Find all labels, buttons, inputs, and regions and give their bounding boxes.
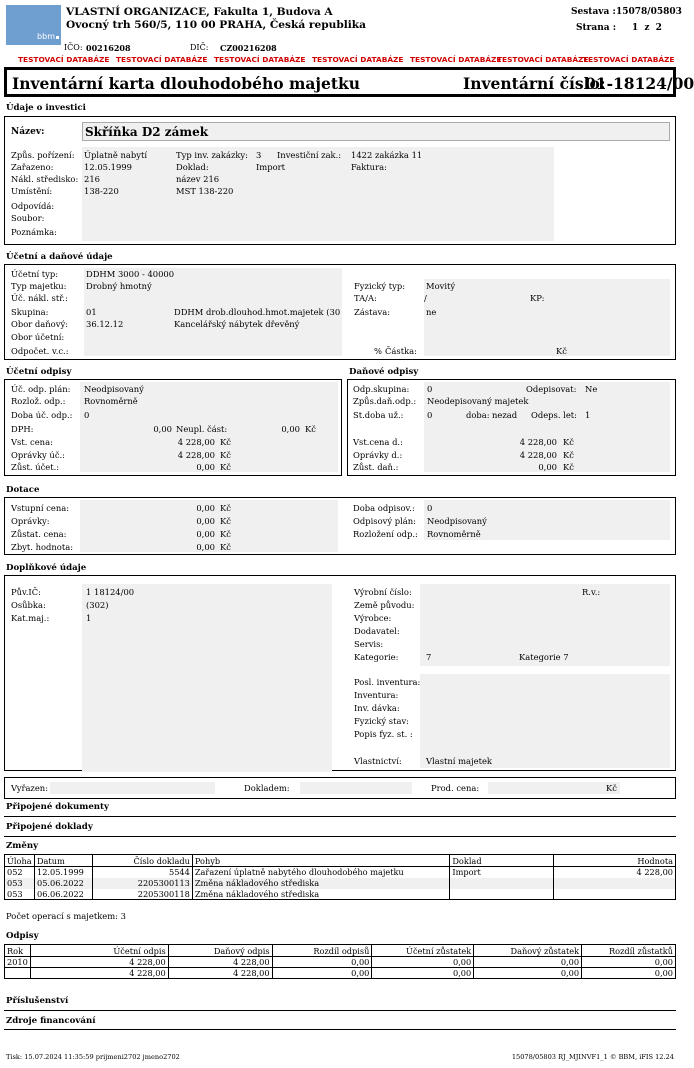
uc-rozloz-value: Rovnoměrně (84, 396, 138, 406)
strana-value: 1 z 2 (632, 23, 662, 33)
table-cell: Změna nákladového střediska (192, 878, 450, 889)
fyz-typ-label: Fyzický typ: (354, 281, 406, 291)
table-cell: 0,00 (272, 968, 372, 979)
dot-opr-label: Oprávky: (11, 516, 50, 526)
zpus-label: Způs. pořízení: (11, 150, 75, 160)
inventory-number: 01-18124/00 (585, 74, 694, 93)
doklad-value: Import (256, 162, 286, 172)
kat-label: Kat.maj.: (11, 613, 50, 623)
doplnkove-field-bg-right2 (420, 674, 670, 768)
odpocet-label: Odpočet. v.c.: (11, 346, 69, 356)
zpus-value: Úplatně nabytí (84, 150, 147, 160)
obor-ucetni-label: Obor účetní: (11, 332, 65, 342)
org-name: VLASTNÍ ORGANIZACE, Fakulta 1, Budova A (66, 6, 333, 18)
faktura-label: Faktura: (351, 162, 387, 172)
table-row (5, 889, 676, 900)
nazev-field (82, 122, 670, 141)
operations-count: Počet operací s majetkem: 3 (6, 911, 126, 921)
kp-label: KP: (530, 293, 545, 303)
dot-zust-label: Zůstat. cena: (11, 529, 67, 539)
table-cell: 4 228,00 (168, 968, 272, 979)
da-zust-value: 0,00 (538, 462, 557, 472)
dokladem-field (300, 782, 412, 794)
col-header: Daňový odpis (168, 945, 272, 957)
logo-dot (56, 36, 59, 39)
table-row (5, 867, 676, 878)
zarazeno-value: 12.05.1999 (84, 162, 132, 172)
col-header: Rok (5, 945, 31, 957)
col-header: Rozdíl odpisů (272, 945, 372, 957)
section-title-odpisy: Odpisy (6, 931, 39, 941)
da-odepis-label: Odepisovat: (526, 384, 577, 394)
ucetni-typ-value: DDHM 3000 - 40000 (86, 269, 175, 279)
section-title-zdroje: Zdroje financování (6, 1016, 96, 1026)
divider (4, 1029, 676, 1030)
test-db-label: TESTOVACÍ DATABÁZE (312, 55, 404, 64)
table-cell: 4 228,00 (168, 957, 272, 968)
section-title-pripojene-doklady: Připojené doklady (6, 822, 93, 832)
da-skup-label: Odp.skupina: (353, 384, 410, 394)
table-cell: 0,00 (582, 968, 676, 979)
umisteni-name: MST 138-220 (176, 186, 234, 196)
table-cell: Zařazení úplatně nabytého dlouhodobého majetku (192, 867, 450, 878)
table-cell: 4 228,00 (554, 867, 676, 878)
nazev-label: Název: (11, 127, 45, 137)
test-db-label: TESTOVACÍ DATABÁZE (497, 55, 589, 64)
uct-nakl-label: Úč. nákl. stř.: (11, 293, 68, 303)
puv-value: 1 18124/00 (86, 587, 135, 597)
posl-inventura-label: Posl. inventura: (354, 677, 421, 687)
fyz-typ-value: Movitý (426, 281, 456, 291)
dokladem-label: Dokladem: (244, 783, 290, 793)
footer-print-info: Tisk: 15.07.2024 11:35:59 prijmeni2702 jmeno2702 (6, 1053, 180, 1061)
skupina-name: DDHM drob.dlouhod.hmot.majetek (30 (174, 307, 341, 317)
percent-label: % (374, 346, 382, 356)
table-cell: 053 (5, 878, 35, 889)
test-db-label: TESTOVACÍ DATABÁZE (18, 55, 110, 64)
da-zust-kc: Kč (563, 462, 574, 472)
table-cell: Změna nákladového střediska (192, 889, 450, 900)
col-header: Úloha (5, 855, 35, 867)
osobka-value: (302) (86, 600, 109, 610)
typ-majetku-value: Drobný hmotný (86, 281, 152, 291)
table-cell: 0,00 (474, 957, 582, 968)
table-cell (554, 889, 676, 900)
castka-kc: Kč (556, 346, 567, 356)
obor-danovy-label: Obor daňový: (11, 319, 69, 329)
table-cell: 4 228,00 (30, 957, 168, 968)
section-title-dotace: Dotace (6, 485, 40, 495)
table-cell: 2010 (5, 957, 31, 968)
doklad-label: Doklad: (176, 162, 209, 172)
uc-opr-label: Oprávky úč.: (11, 450, 65, 460)
ico-label: IČO: (64, 43, 83, 52)
table-cell: 5544 (92, 867, 192, 878)
col-header: Daňový zůstatek (474, 945, 582, 957)
section-title-zmeny: Změny (6, 841, 39, 851)
da-doba-value: nezad (492, 410, 518, 420)
logo-text: bbm (37, 32, 55, 41)
da-vst-label: Vst.cena d.: (353, 437, 403, 447)
table-header-row (5, 945, 676, 957)
zastava-label: Zástava: (354, 307, 391, 317)
table-cell (450, 878, 554, 889)
prod-cena-field (488, 782, 620, 794)
castka-label: Částka: (385, 346, 417, 356)
section-title-ucetni-odpisy: Účetní odpisy (6, 367, 72, 377)
ta-separator: / (424, 293, 427, 303)
section-title-pripojene-dokumenty: Připojené dokumenty (6, 802, 109, 812)
prod-cena-kc: Kč (606, 783, 617, 793)
ucetni-typ-label: Účetní typ: (11, 269, 59, 279)
table-cell: 2205300113 (92, 878, 192, 889)
da-stdoba-label: St.doba už.: (353, 410, 404, 420)
poznamka-label: Poznámka: (11, 227, 57, 237)
umisteni-label: Umístění: (11, 186, 53, 196)
da-opr-value: 4 228,00 (519, 450, 557, 460)
da-skup-value: 0 (427, 384, 433, 394)
uc-doba-value: 0 (84, 410, 90, 420)
footer-report-id: 15078/05803 RJ_MJINVF1_1 © BBM, iFIS 12.24 (511, 1053, 674, 1061)
uc-opr-value: 4 228,00 (177, 450, 215, 460)
uc-opr-kc: Kč (220, 450, 231, 460)
zastava-value: ne (426, 307, 437, 317)
sestava-value: 15078/05803 (616, 7, 682, 17)
table-cell (5, 968, 31, 979)
table-cell: 053 (5, 889, 35, 900)
table-row (5, 957, 676, 968)
col-header: Datum (34, 855, 92, 867)
uc-zust-label: Zůst. účet.: (11, 462, 60, 472)
da-vst-kc: Kč (563, 437, 574, 447)
da-doba-label: doba: (466, 410, 490, 420)
page-title: Inventární karta dlouhodobého majetku (12, 74, 361, 93)
dot-rozl-value: Rovnoměrně (427, 529, 481, 539)
col-header: Účetní odpis (30, 945, 168, 957)
uc-plan-value: Neodpisovaný (84, 384, 144, 394)
inventura-label: Inventura: (354, 690, 399, 700)
da-zpus-value: Neodepisovaný majetek (427, 396, 529, 406)
umisteni-value: 138-220 (84, 186, 119, 196)
skupina-label: Skupina: (11, 307, 49, 317)
table-cell: 05.06.2022 (34, 878, 92, 889)
ucetni-field-bg-right (424, 279, 670, 356)
table-cell: 4 228,00 (30, 968, 168, 979)
inv-davka-label: Inv. dávka: (354, 703, 400, 713)
kategorie-label: Kategorie: (354, 652, 399, 662)
kategorie-value: 7 (426, 652, 432, 662)
dic-value: CZ00216208 (220, 43, 277, 53)
dot-zust-kc: Kč (220, 529, 231, 539)
uc-vst-value: 4 228,00 (177, 437, 215, 447)
da-odepis-value: Ne (585, 384, 598, 394)
skupina-value: 01 (86, 307, 97, 317)
zeme-label: Země původu: (354, 600, 415, 610)
section-title-danove-odpisy: Daňové odpisy (349, 367, 419, 377)
vyr-cislo-label: Výrobní číslo: (354, 587, 412, 597)
zarazeno-label: Zařazeno: (11, 162, 54, 172)
org-address: Ovocný trh 560/5, 110 00 PRAHA, Česká republika (66, 19, 366, 31)
dodavatel-label: Dodavatel: (354, 626, 400, 636)
strana-label: Strana : (576, 23, 617, 33)
nakl-name: název 216 (176, 174, 220, 184)
dot-doba-label: Doba odpisov.: (353, 503, 415, 513)
dot-plan-value: Neodpisovaný (427, 516, 487, 526)
table-cell: 12.05.1999 (34, 867, 92, 878)
ta-label: TA/A: (354, 293, 377, 303)
vyrobce-label: Výrobce: (354, 613, 392, 623)
nakl-label: Nákl. středisko: (11, 174, 79, 184)
da-opr-kc: Kč (563, 450, 574, 460)
dot-vst-value: 0,00 (196, 503, 215, 513)
uc-doba-label: Doba úč. odp.: (11, 410, 73, 420)
kategorie-name: Kategorie 7 (519, 652, 569, 662)
odpovida-label: Odpovídá: (11, 201, 55, 211)
obor-danovy-value: 36.12.12 (86, 319, 124, 329)
uc-rozloz-label: Rozlož. odp.: (11, 396, 66, 406)
da-opr-label: Oprávky d.: (353, 450, 403, 460)
dot-zbyt-value: 0,00 (196, 542, 215, 552)
vyrazen-label: Vyřazen: (11, 783, 49, 793)
inventory-number-label: Inventární číslo: (463, 74, 606, 93)
uc-neupl-label: Neupl. část: (176, 424, 228, 434)
puv-label: Pův.IČ: (11, 587, 41, 597)
da-odeps-value: 1 (585, 410, 591, 420)
dot-opr-value: 0,00 (196, 516, 215, 526)
divider (4, 1010, 676, 1011)
dot-zust-value: 0,00 (196, 529, 215, 539)
vlastnictvi-label: Vlastnictví: (354, 756, 402, 766)
col-header: Rozdíl zůstatků (582, 945, 676, 957)
divider (4, 816, 676, 817)
table-cell: 2205300118 (92, 889, 192, 900)
uc-zust-value: 0,00 (196, 462, 215, 472)
logo (6, 5, 61, 45)
section-title-doplnkove: Doplňkové údaje (6, 563, 87, 573)
doplnkove-field-bg-left (82, 584, 332, 772)
section-title-investice: Údaje o investici (6, 103, 86, 113)
vyrazen-field (50, 782, 215, 794)
fyz-stav-label: Fyzický stav: (354, 716, 410, 726)
col-header: Číslo dokladu (92, 855, 192, 867)
servis-label: Servis: (354, 639, 384, 649)
dot-doba-value: 0 (427, 503, 433, 513)
dot-vst-label: Vstupní cena: (11, 503, 70, 513)
title-box (4, 67, 694, 97)
ico-value: 00216208 (86, 43, 131, 53)
da-vst-value: 4 228,00 (519, 437, 557, 447)
prod-cena-label: Prod. cena: (431, 783, 480, 793)
uc-neupl-value: 0,00 (281, 424, 300, 434)
odpisy-table (4, 944, 676, 979)
nakl-value: 216 (84, 174, 100, 184)
popis-label: Popis fyz. st. : (354, 729, 413, 739)
col-header: Hodnota (554, 855, 676, 867)
dot-vst-kc: Kč (220, 503, 231, 513)
rv-label: R.v.: (582, 587, 601, 597)
table-cell (554, 878, 676, 889)
da-zust-label: Zůst. daň.: (353, 462, 399, 472)
da-zpus-label: Způs.daň.odp.: (353, 396, 417, 406)
table-cell: 052 (5, 867, 35, 878)
uc-plan-label: Úč. odp. plán: (11, 384, 71, 394)
test-db-label: TESTOVACÍ DATABÁZE (214, 55, 306, 64)
typ-majetku-label: Typ majetku: (11, 281, 67, 291)
uc-zust-kc: Kč (220, 462, 231, 472)
table-total-row (5, 968, 676, 979)
da-stdoba-value: 0 (427, 410, 433, 420)
osobka-label: Osůbka: (11, 600, 46, 610)
table-cell: 0,00 (474, 968, 582, 979)
invzak-label: Investiční zak.: (277, 150, 342, 160)
zmeny-table (4, 854, 676, 900)
uc-vst-label: Vst. cena: (11, 437, 53, 447)
table-cell: 0,00 (372, 957, 474, 968)
table-cell: 0,00 (372, 968, 474, 979)
dot-opr-kc: Kč (220, 516, 231, 526)
uc-dph-label: DPH: (11, 424, 34, 434)
table-cell: Import (450, 867, 554, 878)
col-header: Pohyb (192, 855, 450, 867)
dot-rozl-label: Rozložení odp.: (353, 529, 418, 539)
kat-value: 1 (86, 613, 92, 623)
table-header-row (5, 855, 676, 867)
invzak-value: 1422 zakázka 11 (351, 150, 423, 160)
table-cell: 0,00 (272, 957, 372, 968)
da-odeps-label: Odeps. let: (531, 410, 577, 420)
typ-value: 3 (256, 150, 262, 160)
table-cell (450, 889, 554, 900)
table-row (5, 878, 676, 889)
test-db-label: TESTOVACÍ DATABÁZE (410, 55, 502, 64)
obor-danovy-name: Kancelářský nábytek dřevěný (174, 319, 300, 329)
test-db-label: TESTOVACÍ DATABÁZE (116, 55, 208, 64)
soubor-label: Soubor: (11, 213, 45, 223)
uc-neupl-kc: Kč (305, 424, 316, 434)
dic-label: DIČ: (190, 43, 209, 52)
test-db-label: TESTOVACÍ DATABÁZE (583, 55, 675, 64)
dot-zbyt-label: Zbyt. hodnota: (11, 542, 74, 552)
sestava-label: Sestava : (571, 7, 616, 17)
investice-field-bg (82, 147, 554, 241)
uc-dph-value: 0,00 (153, 424, 172, 434)
typ-label: Typ inv. zakázky: (176, 150, 248, 160)
table-cell: 0,00 (582, 957, 676, 968)
col-header: Účetní zůstatek (372, 945, 474, 957)
col-header: Doklad (450, 855, 554, 867)
vlastnictvi-value: Vlastní majetek (426, 756, 493, 766)
dot-plan-label: Odpisový plán: (353, 516, 416, 526)
section-title-ucetni-danove: Účetní a daňové údaje (6, 252, 113, 262)
divider (4, 836, 676, 837)
uc-vst-kc: Kč (220, 437, 231, 447)
section-title-prislusenstvi: Příslušenství (6, 996, 69, 1006)
nazev-value: Skříňka D2 zámek (85, 125, 209, 139)
dot-zbyt-kc: Kč (220, 542, 231, 552)
table-cell: 06.06.2022 (34, 889, 92, 900)
